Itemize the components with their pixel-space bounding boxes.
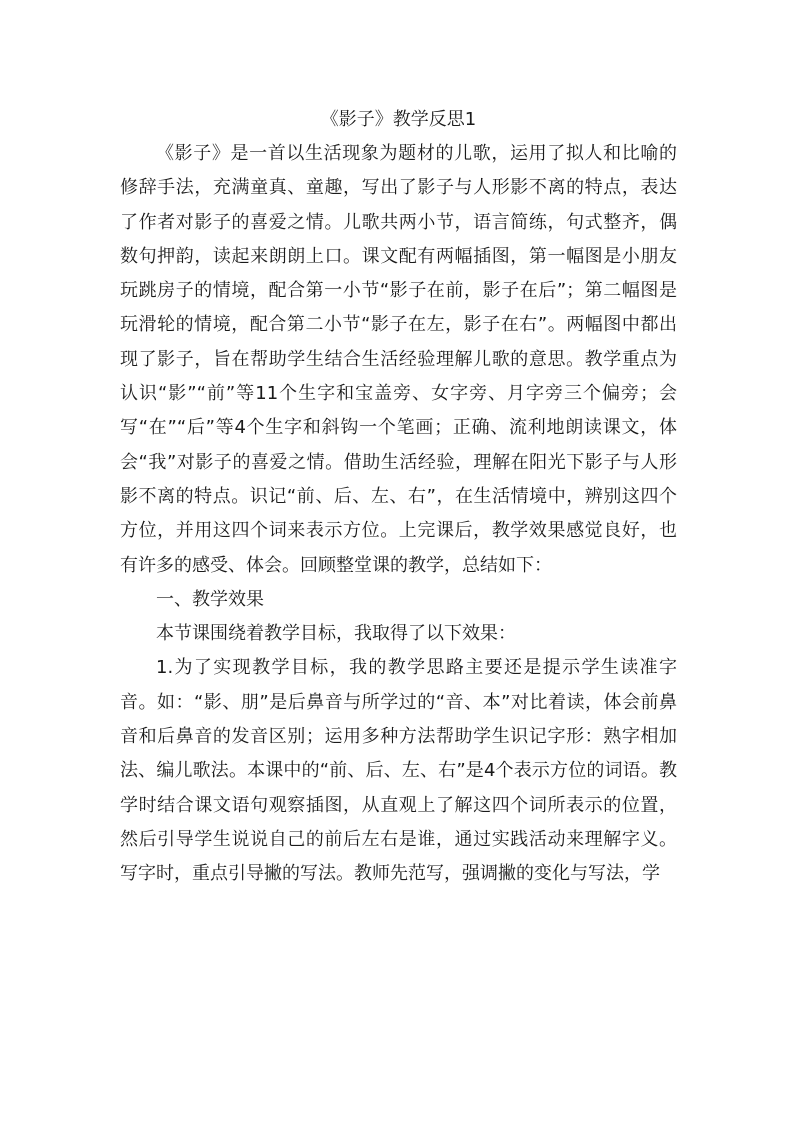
document-body (120, 103, 677, 892)
effect-summary-paragraph: 本节课围绕着教学目标，我取得了以下效果： (156, 623, 516, 645)
document-title: 《影子》教学反思1 (320, 109, 477, 130)
section-heading-teaching-effect: 一、教学效果 (156, 588, 264, 610)
intro-paragraph: 《影子》是一首以生活现象为题材的儿歌，运用了拟人和比喻的修辞手法，充满童真、童趣，写出了影子与人形影不离的特点，表达了作者对影子的喜爱之情。儿歌共两小节，语言简练，句式整齐，偶数句押韵，读起来朗朗上口。课文配有两幅插图，第一幅图是小朋友玩跳房子的情境，配合第一小节“影子在前，影子在后”；第二幅图是玩滑轮的情境，配合第二小节“影子在左，影子在右”。两幅图中都出现了影子，旨在帮助学生结合生活经验理解儿歌的意思。教学重点为认识“影”“前”等11个生字和宝盖旁、女字旁、月字旁三个偏旁；会写“在”“后”等4个生字和斜钩一个笔画；正确、流利地朗读课文，体会“我”对影子的喜爱之情。借助生活经验，理解在阳光下影子与人形影不离的特点。识记“前、后、左、右”，在生活情境中，辨别这四个方位，并用这四个词来表示方位。上完课后，教学效果感觉良好，也有许多的感受、体会。回顾整堂课的教学，总结如下： (120, 143, 677, 576)
effect-item-1-paragraph: 1.为了实现教学目标，我的教学思路主要还是提示学生读准字音。如：“影、朋”是后鼻音与所学过的“音、本”对比着读，体会前鼻音和后鼻音的发音区别；运用多种方法帮助学生识记字形：熟字相加法、编儿歌法。本课中的“前、后、左、右”是4个表示方位的词语。教学时结合课文语句观察插图，从直观上了解这四个词所表示的位置，然后引导学生说说自己的前后左右是谁，通过实践活动来理解字义。写字时，重点引导撇的写法。教师先范写，强调撇的变化与写法，学 (120, 657, 677, 885)
